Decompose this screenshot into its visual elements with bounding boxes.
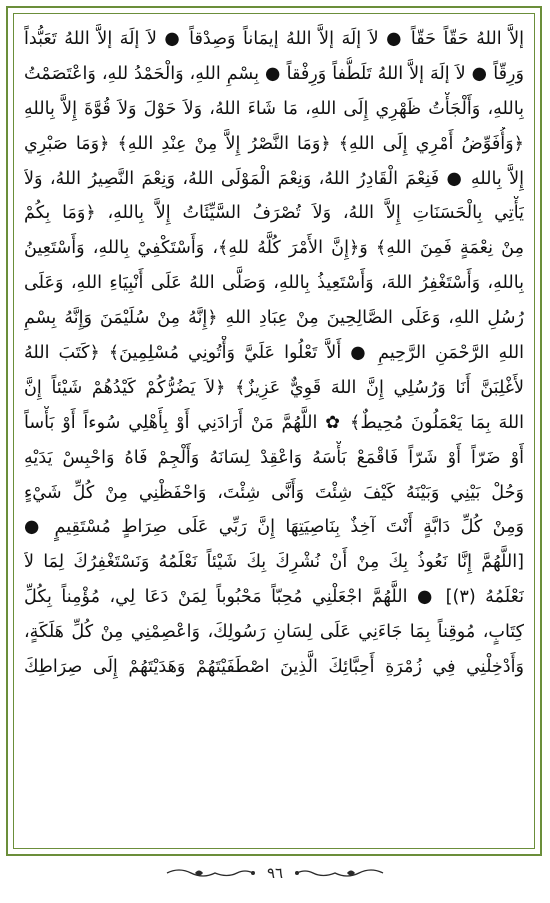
text-line: لأَغْلِبَنَّ أَنَا وَرُسُلِي إِنَّ اللهَ قَوِيٌّ عَزِيزٌ﴾ ﴿لاَ يَضُرُّكُمْ كَيْدُهُمْ شَيْئاً إِنَّ [24,377,524,398]
text-line: وَرِقّاً ● لاَ إلَهَ إلاَّ اللهُ تَلَطُّفاً وَرِفْقاً ● بِسْمِ اللهِ، وَالْحَمْدُ للهِ، وَاعْتَصَمْتُ [24,63,524,84]
flourish-ornament-icon [165,866,257,880]
page-frame-inner [13,13,535,849]
text-line: وَمِنْ كُلِّ دَابَّةٍ أَنْتَ آخِذٌ بِنَاصِيَتِهَا إِنَّ رَبِّي عَلَى صِرَاطٍ مُسْتَقِيمٍ ● [24,517,524,538]
text-line: ﴿وَأُفَوِّضُ أَمْرِي إِلَى اللهِ﴾ ﴿وَمَا النَّصْرُ إِلاَّ مِنْ عِنْدِ اللهِ﴾ ﴿وَمَا صَبْرِي [24,133,524,154]
text-line: كِتَابٍ، مُوقِناً بِمَا جَاءَنِي عَلَى لِسَانِ رَسُولِكَ، وَاعْصِمْنِي مِنْ كُلِّ هَلَكَةٍ، [24,622,524,643]
text-line: أَوْ ضَرّاً أَوْ شَرّاً فَاقْمَعْ بَأْسَهُ وَاعْقِدْ لِسَانَهُ وَأَلْجِمْ فَاهُ وَاحْبِسْ يَدَيْهِ [24,447,524,468]
text-line: وَأَدْخِلْنِي فِي زُمْرَةِ أَحِبَّائِكَ الَّذِينَ اصْطَفَيْتَهُمْ وَهَدَيْتَهُمْ إِلَى صِرَاطِكَ [24,657,524,678]
text-line: مِنْ نِعْمَةٍ فَمِنَ اللهِ﴾ وَ﴿إِنَّ الأَمْرَ كُلَّهُ للهِ﴾، وَأَسْتَكْفِيْ بِاللهِ، وَأَسْتَعِينُ [24,238,524,259]
text-line: رُسُلِ اللهِ، وَعَلَى الصَّالِحِينَ مِنْ عِبَادِ اللهِ ﴿إِنَّهُ مِنْ سُلَيْمَنَ وَإِنَّهُ بِسْمِ [24,308,524,329]
text-line: [اللَّهُمَّ إِنَّا نَعُوذُ بِكَ مِنْ أَنْ نُشْرِكَ بِكَ شَيْئاً نَعْلَمُهُ وَنَسْتَغْفِرُكَ لِمَا لاَ [24,552,524,573]
text-line: يَأْتِي بِالْحَسَنَاتِ إِلاَّ اللهُ، وَلاَ تُصْرَفُ السَّيِّئَاتُ إِلاَّ بِاللهِ، ﴿وَمَا بِكُمْ [24,203,524,224]
page-text-block [24,22,524,842]
text-line: بِاللهِ، وَأَسْتَغْفِرُ اللهَ، وَأَسْتَعِيذُ بِاللهِ، وَصَلَّى اللهُ عَلَى أَنْبِيَاءِ اللهِ، وَعَلَى [24,273,524,294]
text-line: إِلاَّ بِاللهِ ● فَنِعْمَ الْقَادِرُ اللهُ، وَنِعْمَ الْمَوْلَى اللهُ، وَنِعْمَ النَّصِيرُ اللهُ، وَلاَ [24,168,524,189]
text-line: بِاللهِ، وَأَلْجَأْتُ ظَهْرِي إِلَى اللهِ، مَا شَاءَ اللهُ، وَلاَ حَوْلَ وَلاَ قُوَّةَ إِلاَّ بِاللهِ [24,98,524,119]
text-line: نَعْلَمُهُ (٣)] ● اللَّهُمَّ اجْعَلْنِي مُحِبّاً مَحْبُوباً لِمَنْ دَعَا لِي، مُؤْمِناً بِكُلِّ [24,587,524,608]
flourish-ornament-icon [293,866,385,880]
text-line: وَحُلْ بَيْنِي وَبَيْنَهُ كَيْفَ شِئْتَ وَأَنَّى شِئْتَ، وَاحْفَظْنِي مِنْ كُلِّ شَيْءٍ [24,482,524,503]
page-frame-outer [6,6,542,856]
text-line: إلاَّ اللهُ حَقّاً حَقّاً ● لاَ إلَهَ إلاَّ اللهُ إيمَاناً وَصِدْقاً ● لاَ إلَهَ إلاَّ اللهُ تَعَبُّداً [24,29,524,49]
page-number: ٩٦ [266,864,284,882]
page-footer [0,864,550,894]
text-line: اللهَ بِمَا يَعْمَلُونَ مُحِيطٌ﴾ ✿ اللَّهُمَّ مَنْ أَرَادَنِي أَوْ بِأَهْلِي سُوءاً أَوْ بَأْساً [24,412,524,433]
text-line: اللهِ الرَّحْمَنِ الرَّحِيمِ ● أَلاَّ تَعْلُوا عَلَيَّ وَأْتُونِي مُسْلِمِينَ﴾ ﴿كَتَبَ اللهُ [24,343,524,364]
page-footer-inner [165,864,385,882]
